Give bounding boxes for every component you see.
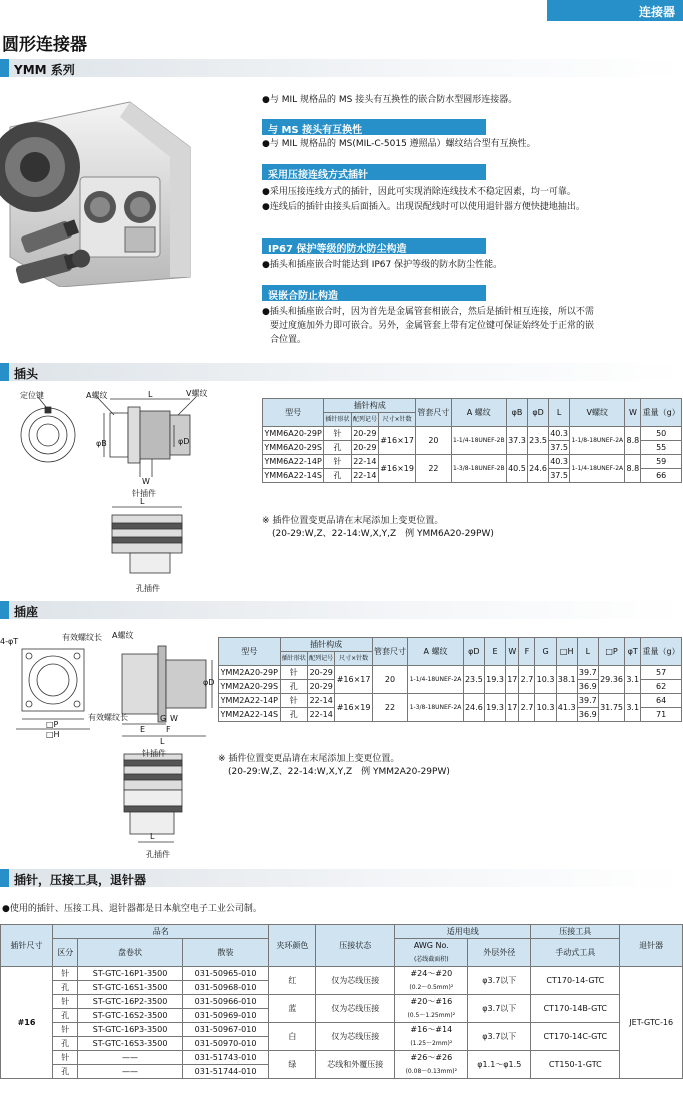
table-cell: L	[577, 638, 598, 666]
table-cell: E	[484, 638, 505, 666]
table-row	[1, 995, 683, 1009]
table-cell: 针	[280, 694, 307, 708]
plug-th-w: W	[625, 399, 641, 427]
table-cell: #16×17	[379, 427, 416, 455]
feature-head-3: IP67 保护等级的防水防尘构造	[262, 238, 486, 254]
feature-text-4c: 合位置。	[270, 335, 307, 345]
plug-th-insert: 插针构成	[324, 399, 416, 413]
table-cell: ——	[78, 1065, 182, 1079]
table-cell: ST-GTC-16S2-3500	[78, 1009, 182, 1023]
table-cell: 外层外径	[468, 939, 531, 967]
table-cell: 17	[506, 666, 519, 694]
table-cell: 1-1/4-18UNEF-2B	[451, 427, 506, 455]
table-cell: 22	[372, 694, 408, 722]
table-cell: 孔	[53, 1009, 78, 1023]
table-cell: 22-14	[351, 469, 378, 483]
feature-text-4b: 要过度施加外力即可嵌合。另外，金属管套上带有定位键可保证始终处于正常的嵌	[270, 321, 595, 331]
table-row	[1, 1051, 683, 1065]
plug-th-size: 尺寸×针数	[379, 413, 416, 427]
series-bar-label: YMM 系列	[14, 63, 75, 77]
feature-text-1: ●与 MIL 规格品的 MS(MIL-C-5015 遵照品）螺纹结合型有互换性。	[262, 139, 536, 149]
feature-text-2a: ●采用压接连线方式的插针，因此可实现消除连线技术不稳定因素，均一可靠。	[262, 187, 576, 197]
table-cell: 孔	[324, 441, 351, 455]
table-cell: 22	[416, 455, 451, 483]
receptacle-phit-label: 4-φT	[0, 637, 19, 646]
table-cell: 2.7	[519, 694, 535, 722]
table-cell: YMM6A22-14P	[263, 455, 324, 469]
table-cell: 红	[269, 967, 316, 995]
table-cell: 针	[324, 427, 351, 441]
plug-drawing	[0, 385, 230, 600]
table-cell: 57	[641, 666, 682, 680]
table-cell: 针	[53, 967, 78, 981]
table-cell: 8.8	[625, 427, 641, 455]
table-cell: □P	[598, 638, 624, 666]
receptacle-eff-thread-label: 有效螺纹长	[62, 633, 102, 642]
table-cell: 40.5	[506, 455, 527, 483]
table-cell: 64	[641, 694, 682, 708]
plug-th-v: V螺纹	[570, 399, 625, 427]
table-cell: 1-3/8-18UNEF-2A	[408, 694, 464, 722]
plug-th-b: φB	[506, 399, 527, 427]
receptacle-l2-label: L	[150, 832, 155, 841]
table-cell: 37.3	[506, 427, 527, 455]
table-row	[263, 455, 682, 469]
table-cell: #16×17	[335, 666, 372, 694]
receptacle-socket-caption: 孔插件	[146, 850, 170, 859]
table-cell: 配列记号	[307, 652, 334, 666]
table-cell: 37.5	[549, 469, 570, 483]
table-cell: 50	[641, 427, 682, 441]
table-cell: YMM6A20-29P	[263, 427, 324, 441]
table-cell: 10.3	[535, 666, 556, 694]
intro-text: ●与 MIL 规格品的 MS 接头有互换性的嵌合防水型圆形连接器。	[262, 95, 518, 105]
plug-l-label: L	[148, 390, 153, 399]
table-cell: 031-50970-010	[182, 1037, 269, 1051]
receptacle-a-thread-label: A螺纹	[112, 631, 134, 640]
table-cell: 退针器	[620, 925, 683, 967]
table-cell: W	[506, 638, 519, 666]
table-cell: #16×19	[379, 455, 416, 483]
table-cell: CT170-14B-GTC	[531, 995, 620, 1023]
table-cell: 20-29	[307, 666, 334, 680]
table-cell: 40.3	[549, 455, 570, 469]
receptacle-drawing	[0, 624, 218, 862]
table-cell: 压接状态	[316, 925, 395, 967]
table-cell: 尺寸×针数	[335, 652, 372, 666]
plug-w-label: W	[142, 477, 150, 486]
table-cell: ST-GTC-16P1-3500	[78, 967, 182, 981]
plug-socket-caption: 孔插件	[136, 584, 160, 593]
table-cell: 夹环颜色	[269, 925, 316, 967]
feature-text-3: ●插头和插座嵌合时能达到 IP67 保护等级的防水防尘性能。	[262, 260, 503, 270]
table-cell: 针	[53, 1051, 78, 1065]
table-cell: 031-50965-010	[182, 967, 269, 981]
table-cell: 24.6	[528, 455, 549, 483]
receptacle-p-label: □P	[46, 720, 59, 729]
feature-text-2b: ●连线后的插针由接头后面插入。出现误配线时可以使用退针器方便快捷地抽出。	[262, 202, 585, 212]
table-cell: 绿	[269, 1051, 316, 1079]
table-cell: 蓝	[269, 995, 316, 1023]
plug-th-shape: 插针形状	[324, 413, 351, 427]
table-cell: 孔	[53, 981, 78, 995]
table-cell: 插针尺寸	[1, 925, 53, 967]
table-cell: 型号	[219, 638, 281, 666]
table-cell: 66	[641, 469, 682, 483]
pins-intro: ●使用的插针、压接工具、退针器都是日本航空电子工业公司制。	[2, 904, 262, 914]
pins-section-label: 插针，压接工具，退针器	[14, 873, 147, 887]
table-cell: 20-29	[351, 441, 378, 455]
table-cell: 1-1/4-18UNEF-2A	[408, 666, 464, 694]
table-cell: 白	[269, 1023, 316, 1051]
table-cell: ST-GTC-16P2-3500	[78, 995, 182, 1009]
plug-note-1: ※ 插件位置变更品请在末尾添加上变更位置。	[262, 516, 444, 526]
receptacle-w-label: W	[170, 714, 178, 723]
table-cell: CT150-1-GTC	[531, 1051, 620, 1079]
table-cell: 20-29	[351, 427, 378, 441]
table-cell: 品名	[53, 925, 269, 939]
table-cell: 37.5	[549, 441, 570, 455]
table-cell: 1-1/8-18UNEF-2A	[570, 427, 625, 455]
table-cell: 管套尺寸	[372, 638, 408, 666]
table-cell: YMM6A22-14S	[263, 469, 324, 483]
table-cell: 针	[53, 1023, 78, 1037]
plug-phid-label: φD	[178, 437, 190, 446]
table-cell: A 螺纹	[408, 638, 464, 666]
table-cell: 22-14	[307, 694, 334, 708]
receptacle-g-label: G	[160, 714, 167, 723]
product-photo	[0, 87, 245, 287]
receptacle-f-label: F	[166, 725, 171, 734]
table-cell: 孔	[324, 469, 351, 483]
feature-head-1: 与 MS 接头有互换性	[262, 119, 486, 135]
plug-th-d: φD	[528, 399, 549, 427]
table-cell: φ3.7以下	[468, 995, 531, 1023]
table-cell: 孔	[53, 1037, 78, 1051]
table-cell: 031-50966-010	[182, 995, 269, 1009]
table-cell: 孔	[280, 708, 307, 722]
table-cell: F	[519, 638, 535, 666]
plug-note-2: (20-29:W,Z、22-14:W,X,Y,Z 例 YMM6A20-29PW)	[272, 529, 494, 539]
table-cell: CT170-14-GTC	[531, 967, 620, 995]
table-cell: 23.5	[463, 666, 484, 694]
table-cell: 针	[324, 455, 351, 469]
table-cell: YMM2A20-29P	[219, 666, 281, 680]
table-cell: 19.3	[484, 694, 505, 722]
table-cell: φT	[625, 638, 641, 666]
table-cell: AWG No. (芯线截面积)	[395, 939, 468, 967]
table-cell: ST-GTC-16S3-3500	[78, 1037, 182, 1051]
table-cell: #20～#16 (0.5～1.25mm)²	[395, 995, 468, 1023]
plug-table	[262, 398, 682, 483]
table-cell: #16	[1, 967, 53, 1079]
feature-head-2: 采用压接连线方式插针	[262, 164, 486, 180]
table-cell: ——	[78, 1051, 182, 1065]
table-cell: 38.1	[556, 666, 577, 694]
table-cell: 1-1/4-18UNEF-2A	[570, 455, 625, 483]
table-cell: 适用电线	[395, 925, 531, 939]
table-cell: 36.9	[577, 708, 598, 722]
table-cell: 区分	[53, 939, 78, 967]
plug-th-l: L	[549, 399, 570, 427]
table-cell: 17	[506, 694, 519, 722]
plug-l2-label: L	[140, 497, 145, 506]
table-cell: 24.6	[463, 694, 484, 722]
pins-section-bar	[0, 869, 683, 887]
table-cell: 22-14	[351, 455, 378, 469]
table-cell: 孔	[53, 1065, 78, 1079]
table-cell: 插针构成	[280, 638, 372, 652]
table-cell: 压接工具	[531, 925, 620, 939]
table-cell: 孔	[280, 680, 307, 694]
table-cell: YMM2A22-14P	[219, 694, 281, 708]
table-cell: 3.1	[625, 694, 641, 722]
table-cell: φ3.7以下	[468, 967, 531, 995]
table-row	[1, 967, 683, 981]
table-cell: #16～#14 (1.25～2mm)²	[395, 1023, 468, 1051]
receptacle-phid-label: φD	[203, 678, 215, 687]
table-cell: G	[535, 638, 556, 666]
receptacle-eff-thread2-label: 有效螺纹长	[88, 713, 128, 722]
table-cell: 20	[416, 427, 451, 455]
table-cell: 23.5	[528, 427, 549, 455]
receptacle-note-2: (20-29:W,Z、22-14:W,X,Y,Z 例 YMM2A20-29PW)	[228, 767, 450, 777]
plug-th-weight: 重量（g）	[641, 399, 682, 427]
table-cell: 插针形状	[280, 652, 307, 666]
table-cell: 55	[641, 441, 682, 455]
feature-head-4: 误嵌合防止构造	[262, 285, 486, 301]
table-cell: 手动式工具	[531, 939, 620, 967]
page-title: 圆形连接器	[2, 35, 87, 55]
table-cell: YMM2A22-14S	[219, 708, 281, 722]
table-cell: φD	[463, 638, 484, 666]
plug-th-shell: 管套尺寸	[416, 399, 451, 427]
table-cell: 仅为芯线压接	[316, 995, 395, 1023]
table-cell: 031-51743-010	[182, 1051, 269, 1065]
table-cell: 8.8	[625, 455, 641, 483]
plug-a-thread-label: A螺纹	[86, 391, 108, 400]
table-cell: 39.7	[577, 666, 598, 680]
table-cell: YMM6A20-29S	[263, 441, 324, 455]
table-cell: 31.75	[598, 694, 624, 722]
table-cell: #24～#20 (0.2～0.5mm)²	[395, 967, 468, 995]
category-tab: 连接器	[547, 0, 683, 21]
table-cell: 29.36	[598, 666, 624, 694]
series-bar	[0, 59, 683, 77]
receptacle-section-bar	[0, 601, 683, 619]
table-row	[219, 694, 682, 708]
table-cell: 19.3	[484, 666, 505, 694]
feature-text-4a: ●插头和插座嵌合时，因为首先是金属管套相嵌合，然后是插针相互连接，所以不需	[262, 307, 594, 317]
table-cell: 031-50968-010	[182, 981, 269, 995]
plug-v-thread-label: V螺纹	[186, 389, 208, 398]
plug-section-label: 插头	[14, 367, 39, 381]
table-cell: φ1.1～φ1.5	[468, 1051, 531, 1079]
plug-locating-key-label: 定位键	[20, 391, 44, 400]
table-cell: YMM2A20-29S	[219, 680, 281, 694]
pins-table	[0, 924, 683, 1079]
table-cell: #26～#26 (0.08～0.13mm)²	[395, 1051, 468, 1079]
plug-section-bar	[0, 363, 683, 381]
table-cell: 芯线和外覆压接	[316, 1051, 395, 1079]
table-cell: 盘卷状	[78, 939, 182, 967]
table-cell: 3.1	[625, 666, 641, 694]
table-cell: 22-14	[307, 708, 334, 722]
table-cell: 2.7	[519, 666, 535, 694]
table-cell: 仅为芯线压接	[316, 1023, 395, 1051]
table-cell: ST-GTC-16S1-3500	[78, 981, 182, 995]
receptacle-table	[218, 637, 682, 722]
plug-th-a: A 螺纹	[451, 399, 506, 427]
table-cell: 散装	[182, 939, 269, 967]
table-cell: #16×19	[335, 694, 372, 722]
table-cell: 41.3	[556, 694, 577, 722]
receptacle-note-1: ※ 插件位置变更品请在末尾添加上变更位置。	[218, 754, 400, 764]
receptacle-section-label: 插座	[14, 605, 39, 619]
receptacle-e-label: E	[140, 725, 146, 734]
table-cell: 71	[641, 708, 682, 722]
table-cell: 仅为芯线压接	[316, 967, 395, 995]
table-cell: 1-3/8-18UNEF-2B	[451, 455, 506, 483]
table-cell: ST-GTC-16P3-3500	[78, 1023, 182, 1037]
table-cell: 62	[641, 680, 682, 694]
table-row	[263, 427, 682, 441]
table-cell: 针	[280, 666, 307, 680]
table-cell: 031-51744-010	[182, 1065, 269, 1079]
receptacle-l-label: L	[160, 737, 165, 746]
table-cell: JET-GTC-16	[620, 967, 683, 1079]
plug-th-arr: 配列记号	[351, 413, 378, 427]
plug-phib-label: φB	[96, 439, 107, 448]
receptacle-h-label: □H	[46, 730, 60, 739]
table-cell: 59	[641, 455, 682, 469]
plug-th-model: 型号	[263, 399, 324, 427]
table-cell: 重量（g）	[641, 638, 682, 666]
table-cell: φ3.7以下	[468, 1023, 531, 1051]
table-cell: 40.3	[549, 427, 570, 441]
table-row	[219, 666, 682, 680]
plug-pin-caption: 针插件	[132, 489, 156, 498]
table-cell: CT170-14C-GTC	[531, 1023, 620, 1051]
table-cell: □H	[556, 638, 577, 666]
table-cell: 20	[372, 666, 408, 694]
table-cell: 031-50969-010	[182, 1009, 269, 1023]
table-row	[1, 1023, 683, 1037]
table-cell: 36.9	[577, 680, 598, 694]
table-cell: 39.7	[577, 694, 598, 708]
receptacle-pin-caption: 针插件	[142, 749, 166, 758]
table-cell: 10.3	[535, 694, 556, 722]
table-cell: 031-50967-010	[182, 1023, 269, 1037]
table-cell: 20-29	[307, 680, 334, 694]
table-cell: 针	[53, 995, 78, 1009]
